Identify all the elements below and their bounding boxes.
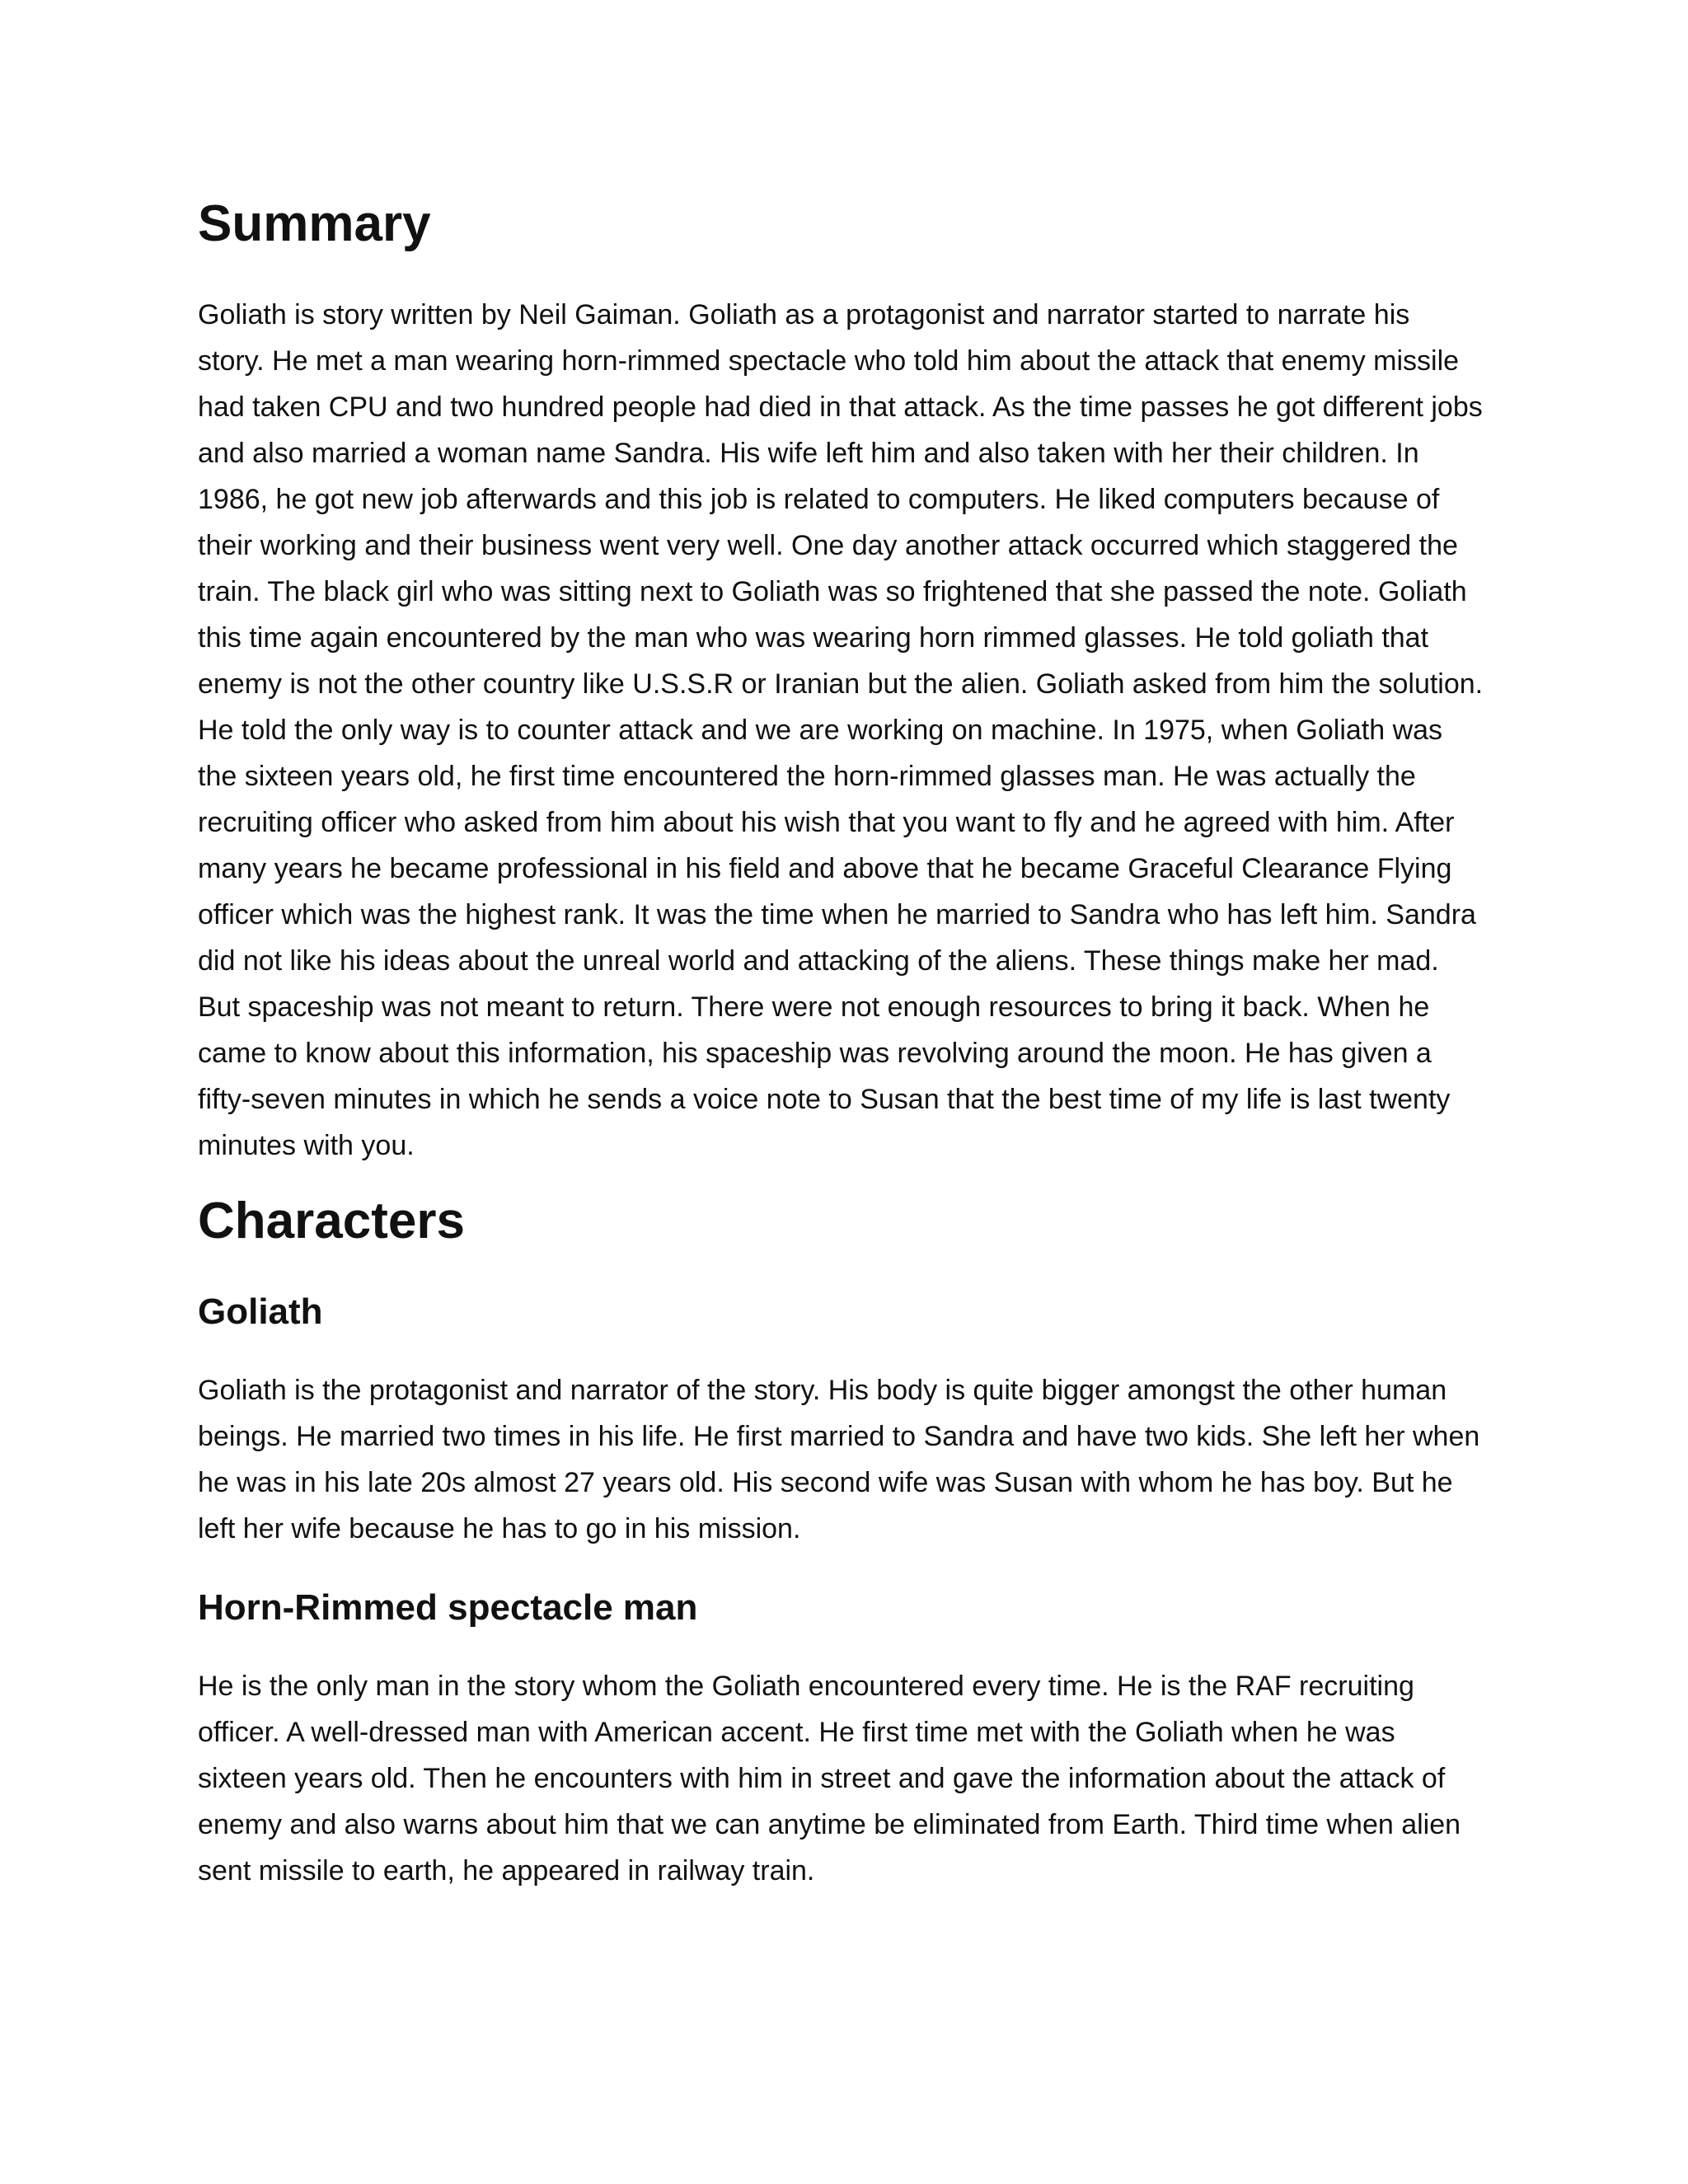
summary-paragraph: Goliath is story written by Neil Gaiman. Goliath as a protagonist and narrator started to narrate his story. He met a man wearing horn-rimmed spectacle who told him about the attack that enemy missile had taken CPU and two hundred people had died in that attack. As the time passes he got different jobs and also married a woman name Sandra. His wife left him and also taken with her their children. In 1986, he got new job afterwards and this job is related to computers. He liked computers because of their working and their business went very well. One day another attack occurred which staggered the train. The black girl who was sitting next to Goliath was so frightened that she passed the note. Goliath this time again encountered by the man who was wearing horn rimmed glasses. He told goliath that enemy is not the other country like U.S.S.R or Iranian but the alien. Goliath asked from him the solution. He told the only way is to counter attack and we are working on machine. In 1975, when Goliath was the sixteen years old, he first time encountered the horn-rimmed glasses man. He was actually the recruiting officer who asked from him about his wish that you want to fly and he agreed with him. After many years he became professional in his field and above that he became Graceful Clearance Flying officer which was the highest rank. It was the time when he married to Sandra who has left him. Sandra did not like his ideas about the unreal world and attacking of the aliens. These things make her mad. But spaceship was not meant to return. There were not enough resources to bring it back. When he came to know about this information, his spaceship was revolving around the moon. He has given a fifty-seven minutes in which he sends a voice note to Susan that the best time of my life is last twenty minutes with you.	[198, 299, 1484, 1162]
horn-rimmed-paragraph: He is the only man in the story whom the Goliath encountered every time. He is the RAF recruiting officer. A well-dressed man with American accent. He first time met with the Goliath when he was sixteen years old. Then he encounters with him in street and gave the information about the attack of enemy and also warns about him that we can anytime be eliminated from Earth. Third time when alien sent missile to earth, he appeared in railway train.	[198, 1670, 1461, 1886]
horn-rimmed-heading: Horn-Rimmed spectacle man	[198, 1587, 698, 1629]
summary-heading: Summary	[198, 195, 431, 252]
goliath-heading: Goliath	[198, 1291, 323, 1333]
characters-heading: Characters	[198, 1193, 465, 1250]
goliath-paragraph: Goliath is the protagonist and narrator of the story. His body is quite bigger amongst the other human beings. He married two times in his life. He first married to Sandra and have two kids. She left her when he was in his late 20s almost 27 years old. His second wife was Susan with whom he has boy. But he left her wife because he has to go in his mission.	[198, 1375, 1480, 1545]
document-page	[198, 196, 1484, 1894]
